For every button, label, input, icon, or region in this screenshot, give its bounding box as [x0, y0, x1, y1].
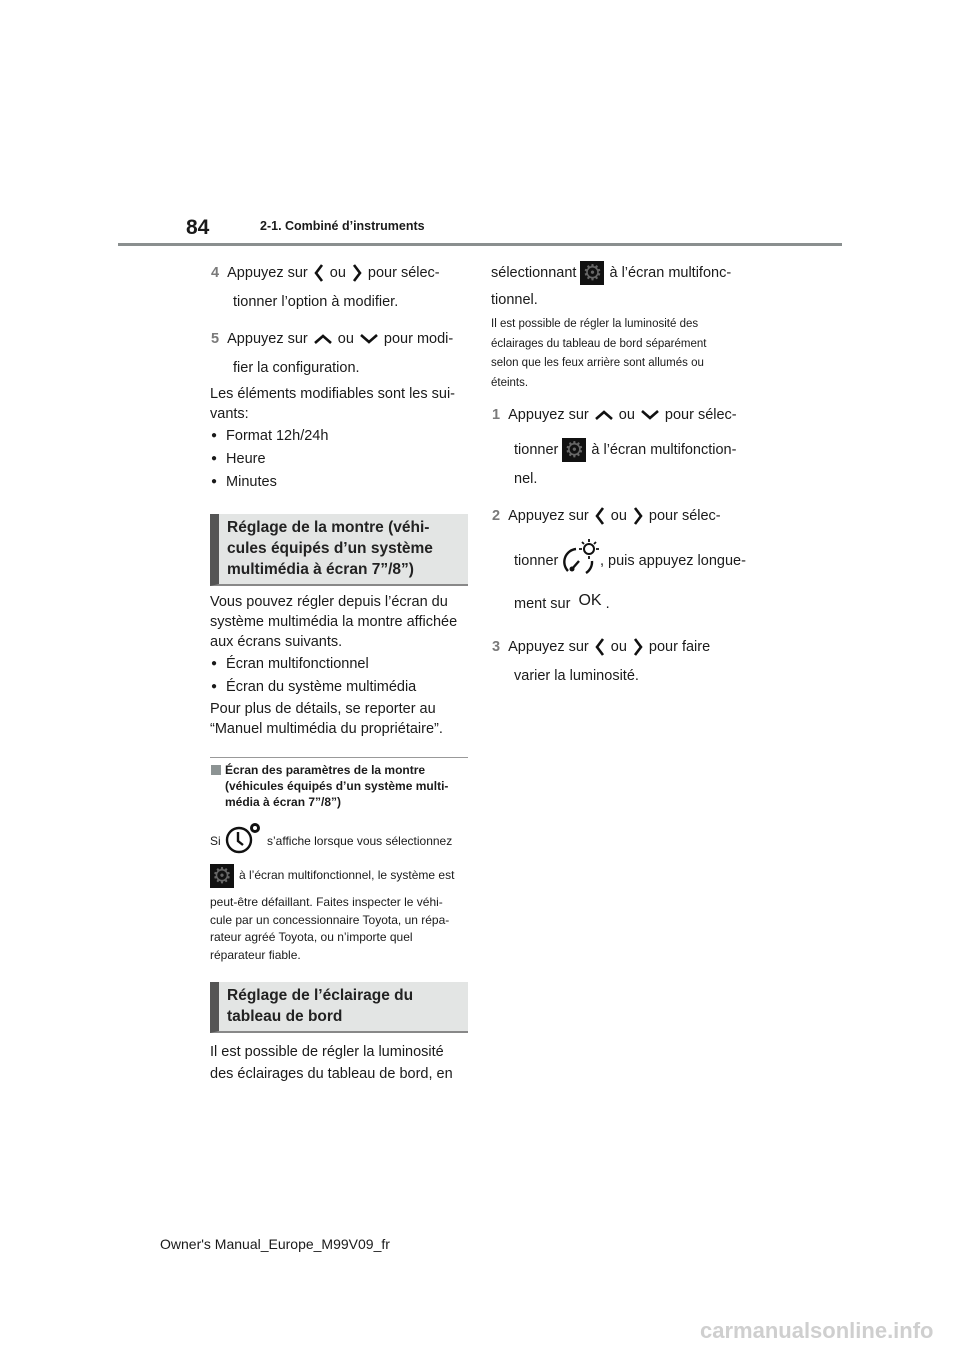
step-4: [211, 264, 440, 282]
text: Pour plus de détails, se reporter au: [210, 701, 436, 717]
chevron-right-icon: [633, 507, 643, 525]
text: ment sur: [514, 596, 571, 612]
header-rule: [118, 243, 842, 246]
text: pour sélec-: [664, 407, 737, 423]
section-heading-lighting: [210, 982, 468, 1033]
note-rule: [210, 757, 468, 758]
heading-line: tableau de bord: [227, 1008, 343, 1025]
bullet-item: ● Heure: [211, 450, 266, 468]
text: ou: [329, 265, 346, 281]
settings-gear-icon: ⚙: [210, 864, 234, 888]
text: à l’écran multifonc-: [609, 264, 732, 281]
text: s’affiche lorsque vous sélectionnez: [267, 834, 453, 848]
step-number: 3: [492, 639, 501, 655]
bullet-item: ● Écran du système multimédia: [211, 678, 416, 696]
step-number: 4: [211, 265, 220, 281]
heading-line: Réglage de l’éclairage du: [227, 987, 414, 1004]
text: tionnel.: [491, 292, 538, 308]
step-number: 5: [211, 331, 220, 347]
text: Appuyez sur: [508, 508, 589, 524]
chevron-up-icon: [595, 410, 613, 420]
heading-line: cules équipés d’un système: [227, 540, 433, 557]
text: ou: [337, 331, 354, 347]
text: pour modi-: [383, 331, 454, 347]
heading-line: Réglage de la montre (véhi-: [227, 519, 430, 536]
step-number: 1: [492, 407, 501, 423]
step-5: [211, 330, 453, 348]
text: Les éléments modifiables sont les sui-: [210, 386, 456, 402]
note-body: [210, 894, 449, 964]
bullet-item: ● Minutes: [211, 473, 277, 491]
page-number: 84: [186, 216, 210, 239]
text: “Manuel multimédia du propriétaire”.: [210, 721, 443, 737]
text: à l’écran multifonctionnel, le système est: [239, 868, 455, 883]
text: Si: [210, 834, 221, 848]
text: Appuyez sur: [508, 407, 589, 423]
note-line: [210, 864, 454, 888]
text: rateur agréé Toyota, ou n’importe quel: [210, 930, 413, 944]
chevron-down-icon: [360, 334, 378, 344]
text: tionner: [514, 553, 559, 569]
text: média à écran 7”/8”): [225, 795, 342, 809]
text: ou: [618, 407, 635, 423]
note-title: [225, 762, 448, 810]
footer-text: Owner's Manual_Europe_M99V09_fr: [160, 1236, 390, 1252]
text-line: [514, 438, 736, 462]
text: système multimédia la montre affichée: [210, 614, 458, 630]
section-heading-clock: [210, 514, 468, 586]
text: pour sélec-: [648, 508, 721, 524]
text: à l’écran multifonction-: [591, 441, 737, 458]
chevron-right-icon: [352, 264, 362, 282]
text: ou: [610, 508, 627, 524]
chevron-down-icon: [641, 410, 659, 420]
text: réparateur fiable.: [210, 947, 301, 962]
text: (véhicules équipés d’un système multi-: [225, 779, 449, 793]
step-2: [492, 507, 721, 525]
text: tionner: [514, 441, 559, 458]
text: cule par un concessionnaire Toyota, un répa-: [210, 912, 450, 927]
small-text: [491, 315, 706, 393]
text: peut-être défaillant. Faites inspecter le véhi-: [210, 895, 443, 909]
text: , puis appuyez longue-: [600, 553, 746, 569]
ok-button-label: OK: [578, 592, 602, 609]
text: Appuyez sur: [508, 639, 589, 655]
text: Vous pouvez régler depuis l’écran du: [210, 594, 448, 610]
text: pour sélec-: [367, 265, 440, 281]
text: pour faire: [648, 639, 711, 655]
text: vants:: [210, 406, 249, 422]
text: Écran des paramètres de la montre: [225, 763, 426, 777]
text: des éclairages du tableau de bord, en: [210, 1066, 453, 1082]
text: .: [605, 596, 610, 612]
text: Il est possible de régler la luminosité: [210, 1044, 444, 1060]
text: Appuyez sur: [227, 265, 308, 281]
clock-settings-icon: [225, 820, 265, 856]
settings-gear-icon: ⚙: [580, 261, 604, 285]
text: fier la configuration.: [233, 360, 360, 376]
text: Il est possible de régler la luminosité des: [491, 318, 699, 330]
chevron-left-icon: [595, 638, 605, 656]
text: selon que les feux arrière sont allumés ou: [491, 357, 704, 369]
text-line: [491, 261, 731, 285]
bullet-item: ● Écran multifonctionnel: [211, 655, 369, 673]
text: Appuyez sur: [227, 331, 308, 347]
text: ou: [610, 639, 627, 655]
dashboard-brightness-icon: [562, 537, 600, 575]
text-line: [514, 592, 610, 613]
bullet-item: ● Format 12h/24h: [211, 427, 328, 445]
section-title: 2-1. Combiné d’instruments: [260, 219, 425, 233]
text: aux écrans suivants.: [210, 634, 343, 650]
text: varier la luminosité.: [514, 668, 639, 684]
chevron-up-icon: [314, 334, 332, 344]
text: éteints.: [491, 376, 529, 389]
chevron-right-icon: [633, 638, 643, 656]
text: sélectionnant: [491, 264, 577, 281]
chevron-left-icon: [595, 507, 605, 525]
chevron-left-icon: [314, 264, 324, 282]
heading-line: multimédia à écran 7”/8”): [227, 561, 414, 578]
text: tionner l’option à modifier.: [233, 294, 399, 310]
step-number: 2: [492, 508, 501, 524]
note-square-icon: [211, 765, 221, 775]
watermark: carmanualsonline.info: [700, 1318, 934, 1343]
text: éclairages du tableau de bord séparément: [491, 337, 707, 350]
step-1: [492, 406, 737, 424]
text: nel.: [514, 471, 538, 487]
step-3: [492, 638, 710, 656]
settings-gear-icon: ⚙: [562, 438, 586, 462]
